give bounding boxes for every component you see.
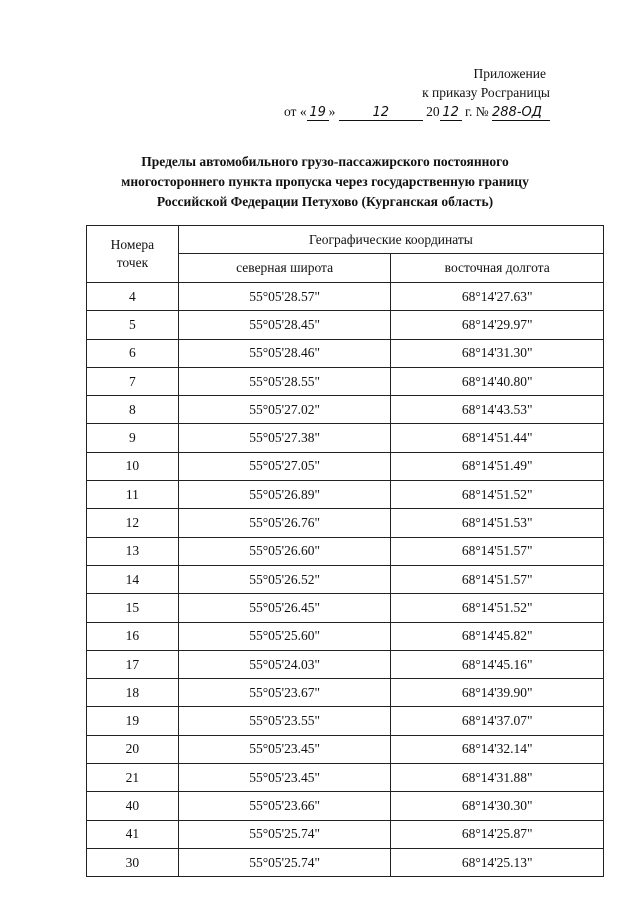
longitude-cell: 68°14'51.57" xyxy=(391,537,604,565)
point-number-cell: 15 xyxy=(87,594,179,622)
latitude-cell: 55°05'27.38" xyxy=(178,424,391,452)
point-number-cell: 7 xyxy=(87,367,179,395)
longitude-cell: 68°14'51.53" xyxy=(391,509,604,537)
number-prefix: г. № xyxy=(464,104,489,119)
longitude-cell: 68°14'51.49" xyxy=(391,452,604,480)
latitude-cell: 55°05'28.46" xyxy=(178,339,391,367)
longitude-cell: 68°14'32.14" xyxy=(391,735,604,763)
table-row xyxy=(87,679,604,707)
appendix-label: Приложение xyxy=(473,66,546,81)
longitude-cell: 68°14'37.07" xyxy=(391,707,604,735)
point-number-cell: 16 xyxy=(87,622,179,650)
latitude-cell: 55°05'26.45" xyxy=(178,594,391,622)
table-row xyxy=(87,311,604,339)
longitude-cell: 68°14'25.87" xyxy=(391,820,604,848)
table-row xyxy=(87,848,604,876)
latitude-cell: 55°05'27.05" xyxy=(178,452,391,480)
longitude-cell: 68°14'45.16" xyxy=(391,650,604,678)
latitude-cell: 55°05'26.89" xyxy=(178,481,391,509)
latitude-cell: 55°05'26.52" xyxy=(178,565,391,593)
latitude-cell: 55°05'27.02" xyxy=(178,396,391,424)
point-number-cell: 41 xyxy=(87,820,179,848)
header-point-number-line-2: точек xyxy=(116,255,149,270)
latitude-cell: 55°05'25.74" xyxy=(178,820,391,848)
table-row xyxy=(87,622,604,650)
table-row xyxy=(87,764,604,792)
point-number-cell: 21 xyxy=(87,764,179,792)
table-row xyxy=(87,367,604,395)
latitude-cell: 55°05'23.66" xyxy=(178,792,391,820)
date-mid: » xyxy=(328,104,336,119)
point-number-cell: 12 xyxy=(87,509,179,537)
date-year-prefix: 20 xyxy=(426,104,440,119)
longitude-cell: 68°14'40.80" xyxy=(391,367,604,395)
date-prefix: от « xyxy=(283,104,307,119)
table-row xyxy=(87,792,604,820)
date-year: 12 xyxy=(440,106,462,121)
title-line-1: Пределы автомобильного грузо-пассажирского постоянного xyxy=(141,154,509,169)
point-number-cell: 13 xyxy=(87,537,179,565)
header-point-number xyxy=(87,226,179,283)
point-number-cell: 4 xyxy=(87,283,179,311)
point-number-cell: 19 xyxy=(87,707,179,735)
longitude-cell: 68°14'51.57" xyxy=(391,565,604,593)
table-row xyxy=(87,509,604,537)
longitude-cell: 68°14'51.52" xyxy=(391,481,604,509)
point-number-cell: 5 xyxy=(87,311,179,339)
table-row xyxy=(87,707,604,735)
point-number-cell: 10 xyxy=(87,452,179,480)
point-number-cell: 30 xyxy=(87,848,179,876)
latitude-cell: 55°05'23.55" xyxy=(178,707,391,735)
date-day: 19 xyxy=(307,106,329,121)
latitude-cell: 55°05'24.03" xyxy=(178,650,391,678)
latitude-cell: 55°05'23.45" xyxy=(178,764,391,792)
table-body xyxy=(87,283,604,877)
order-number: 288-ОД xyxy=(492,106,550,121)
latitude-cell: 55°05'23.67" xyxy=(178,679,391,707)
appendix-header xyxy=(284,64,550,121)
latitude-cell: 55°05'28.57" xyxy=(178,283,391,311)
latitude-cell: 55°05'26.76" xyxy=(178,509,391,537)
latitude-cell: 55°05'26.60" xyxy=(178,537,391,565)
point-number-cell: 40 xyxy=(87,792,179,820)
appendix-order-ref: к приказу Росграницы xyxy=(422,85,550,100)
table-row xyxy=(87,735,604,763)
header-geo-coordinates: Географические координаты xyxy=(178,226,603,254)
table-row xyxy=(87,537,604,565)
table-row xyxy=(87,283,604,311)
coordinates-table xyxy=(86,225,604,877)
longitude-cell: 68°14'51.44" xyxy=(391,424,604,452)
table-row xyxy=(87,339,604,367)
latitude-cell: 55°05'23.45" xyxy=(178,735,391,763)
table-row xyxy=(87,396,604,424)
longitude-cell: 68°14'31.30" xyxy=(391,339,604,367)
table-row xyxy=(87,481,604,509)
point-number-cell: 6 xyxy=(87,339,179,367)
title-line-3: Российской Федерации Петухово (Курганская область) xyxy=(156,194,494,209)
latitude-cell: 55°05'28.55" xyxy=(178,367,391,395)
point-number-cell: 14 xyxy=(87,565,179,593)
longitude-cell: 68°14'45.82" xyxy=(391,622,604,650)
longitude-cell: 68°14'39.90" xyxy=(391,679,604,707)
longitude-cell: 68°14'27.63" xyxy=(391,283,604,311)
latitude-cell: 55°05'28.45" xyxy=(178,311,391,339)
point-number-cell: 8 xyxy=(87,396,179,424)
date-month: 12 xyxy=(339,106,423,121)
table-row xyxy=(87,594,604,622)
table-row xyxy=(87,424,604,452)
table-row xyxy=(87,820,604,848)
longitude-cell: 68°14'29.97" xyxy=(391,311,604,339)
longitude-cell: 68°14'30.30" xyxy=(391,792,604,820)
appendix-date-line xyxy=(284,102,550,121)
longitude-cell: 68°14'43.53" xyxy=(391,396,604,424)
table-row xyxy=(87,452,604,480)
point-number-cell: 11 xyxy=(87,481,179,509)
point-number-cell: 17 xyxy=(87,650,179,678)
header-point-number-line-1: Номера xyxy=(110,237,155,252)
header-longitude: восточная долгота xyxy=(391,254,604,283)
header-latitude: северная широта xyxy=(178,254,391,283)
latitude-cell: 55°05'25.60" xyxy=(178,622,391,650)
longitude-cell: 68°14'31.88" xyxy=(391,764,604,792)
table-row xyxy=(87,565,604,593)
longitude-cell: 68°14'25.13" xyxy=(391,848,604,876)
title-line-2: многостороннего пункта пропуска через государственную границу xyxy=(121,174,529,189)
point-number-cell: 18 xyxy=(87,679,179,707)
document-title xyxy=(60,152,590,212)
table-row xyxy=(87,650,604,678)
longitude-cell: 68°14'51.52" xyxy=(391,594,604,622)
point-number-cell: 20 xyxy=(87,735,179,763)
latitude-cell: 55°05'25.74" xyxy=(178,848,391,876)
point-number-cell: 9 xyxy=(87,424,179,452)
